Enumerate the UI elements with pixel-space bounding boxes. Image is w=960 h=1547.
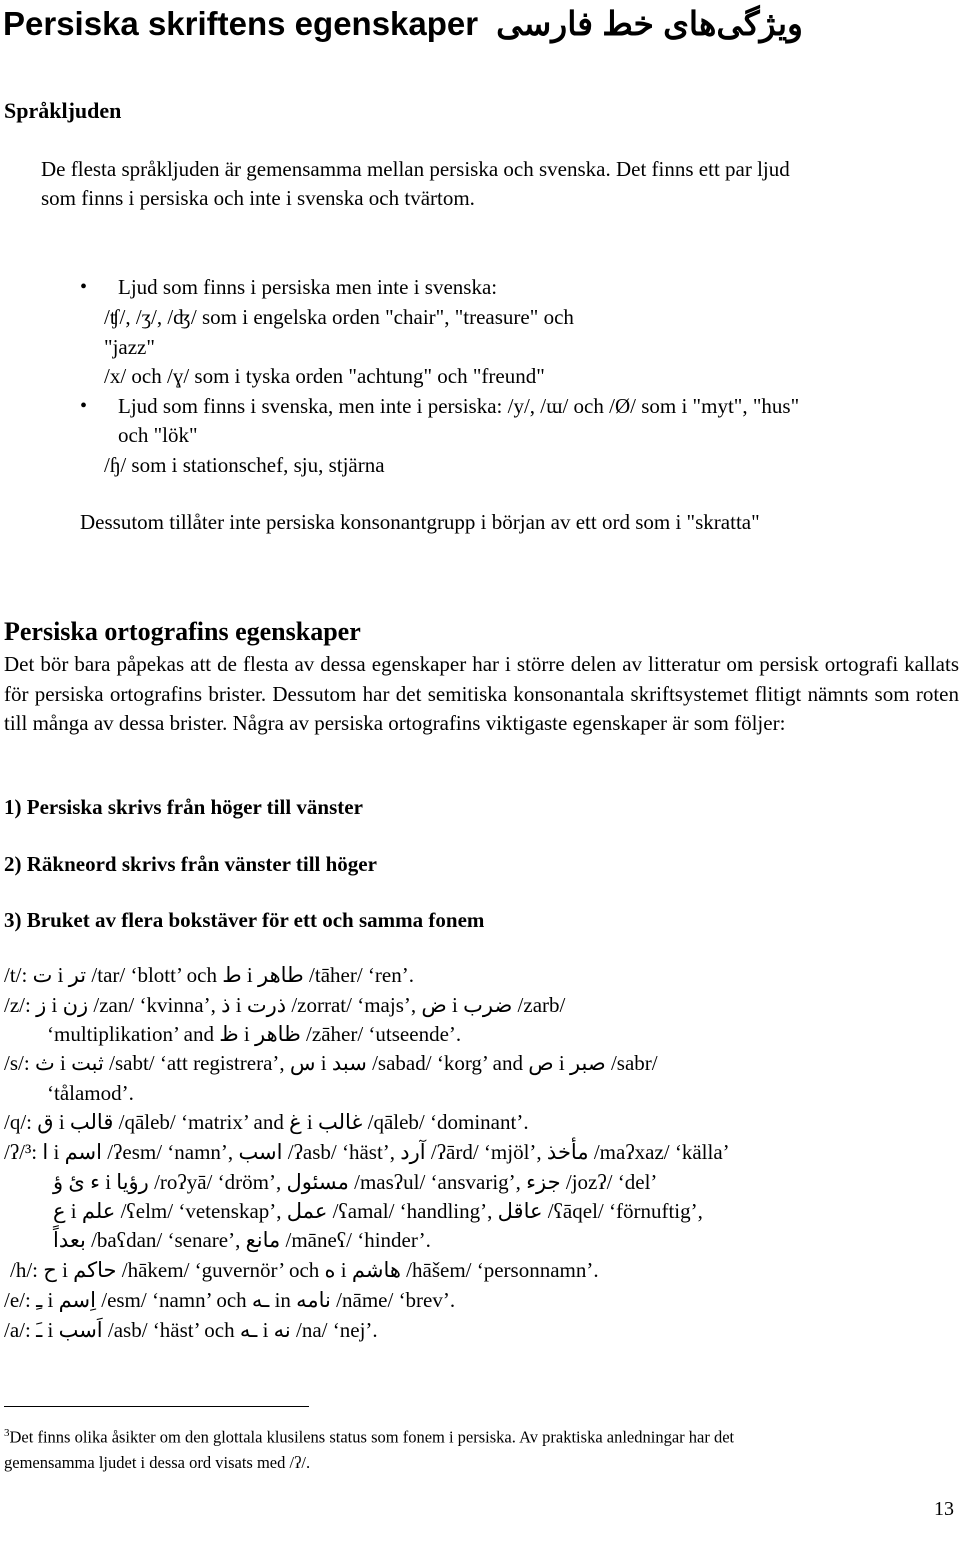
page-title bbox=[3, 4, 803, 43]
example-s-line2: ‘tålamod’. bbox=[47, 1081, 134, 1105]
footnote-line1 bbox=[4, 1427, 734, 1448]
intro-line-2: som finns i persiska och inte i svenska och tvärtom. bbox=[41, 186, 475, 210]
footnote-line2: gemensamma ljudet i dessa ord visats med /ʔ/. bbox=[4, 1453, 311, 1472]
example-s-line1: /s/: ث i ثبت /sabt/ ‘att registrera’, س i سبد /sabad/ ‘korg’ and ص i صبر /sabr/ bbox=[4, 1051, 658, 1075]
bullet2-line1: Ljud som finns i svenska, men inte i persiska: /y/, /ɯ/ och /Ø/ som i "myt", "hus" bbox=[118, 394, 800, 418]
bullet2-line2: och "lök" bbox=[118, 423, 198, 447]
bullet1-line4: /x/ och /ɣ/ som i tyska orden "achtung" och "freund" bbox=[104, 364, 545, 388]
consonant-cluster-note: Dessutom tillåter inte persiska konsonantgrupp i början av ett ord som i "skratta" bbox=[80, 510, 760, 534]
title-swedish: Persiska skriftens egenskaper bbox=[3, 5, 479, 42]
footnote-marker: 3 bbox=[4, 1427, 10, 1439]
example-a: /a/: ـَ i اَسب /asb/ ‘häst’ och ـه i نه /na/ ‘nej’. bbox=[4, 1318, 378, 1342]
bullet-marker-2: • bbox=[80, 395, 88, 417]
footnote-text-1: Det finns olika åsikter om den glottala klusilens status som fonem i persiska. Av praktiska anledningar har det bbox=[9, 1427, 735, 1447]
example-z-line2: ‘multiplikation’ and ظ i ظاهر /zāher/ ‘utseende’. bbox=[47, 1022, 462, 1046]
example-z-line1: /z/: ز i زن /zan/ ‘kvinna’, ذ i ذرت /zorrat/ ‘majs’, ض i ضرب /zarb/ bbox=[4, 993, 566, 1017]
point-2: 2) Räkneord skrivs från vänster till höger bbox=[4, 852, 377, 876]
page-number: 13 bbox=[934, 1498, 954, 1520]
point-1: 1) Persiska skrivs från höger till vänster bbox=[4, 795, 363, 819]
bullet1-line3: "jazz" bbox=[104, 335, 155, 359]
bullet2-line3: /ɧ/ som i stationschef, sju, stjärna bbox=[104, 453, 385, 477]
footnote-separator bbox=[4, 1406, 309, 1407]
bullet-marker-1: • bbox=[80, 276, 88, 298]
example-glottal-line1: /ʔ/³: ا i اسم /ʔesm/ ‘namn’, اسب /ʔasb/ ‘häst’, آرد /ʔārd/ ‘mjöl’, مأخذ /maʔxaz/ ‘källa’ bbox=[4, 1140, 730, 1164]
intro-line-1: De flesta språkljuden är gemensamma mellan persiska och svenska. Det finns ett par ljud bbox=[41, 157, 790, 181]
bullet1-line1: Ljud som finns i persiska men inte i svenska: bbox=[118, 275, 498, 299]
example-t: /t/: ت i تر /tar/ ‘blott’ och ط i طاهر /tāher/ ‘ren’. bbox=[4, 963, 414, 987]
title-persian: ویژگی‌های خط فارسی bbox=[496, 5, 803, 42]
example-e: /e/: ـِ i اِسم /esm/ ‘namn’ och ـه in نامه /nāme/ ‘brev’. bbox=[4, 1288, 456, 1312]
point-3: 3) Bruket av flera bokstäver för ett och samma fonem bbox=[4, 908, 485, 932]
example-glottal-line3: ع i علم /ʕelm/ ‘vetenskap’, عمل /ʕamal/ ‘handling’, عاقل /ʕāqel/ ‘förnuftig’, bbox=[53, 1199, 703, 1223]
example-q: /q/: ق i قالب /qāleb/ ‘matrix’ and غ i غالب /qāleb/ ‘dominant’. bbox=[4, 1110, 529, 1134]
example-h: /h/: ح i حاکم /hākem/ ‘guvernör’ och ه i هاشم /hāšem/ ‘personnamn’. bbox=[10, 1258, 599, 1282]
section-heading-sprakljuden: Språkljuden bbox=[4, 98, 122, 123]
ortografi-paragraph: Det bör bara påpekas att de flesta av dessa egenskaper har i större delen av litteratur om persisk ortografi kallats för persiska ortografins brister. Dessutom har det semitiska konsonantala skriftsystemet flitigt nämnts som roten till många av dessa brister. Några av persiska ortografins viktigaste egenskaper är som följer: bbox=[4, 652, 959, 735]
bullet1-line2: /ʧ/, /ʒ/, /ʤ/ som i engelska orden "chair", "treasure" och bbox=[104, 305, 574, 329]
example-glottal-line4: بعداً /baʕdan/ ‘senare’, مانع /māneʕ/ ‘hinder’. bbox=[53, 1228, 431, 1252]
example-glottal-line2: ء ئ ؤ i رؤیا /roʔyā/ ‘dröm’, مسئول /masʔul/ ‘ansvarig’, جزء /jozʔ/ ‘del’ bbox=[53, 1170, 658, 1194]
section-heading-ortografi: Persiska ortografins egenskaper bbox=[4, 617, 361, 646]
